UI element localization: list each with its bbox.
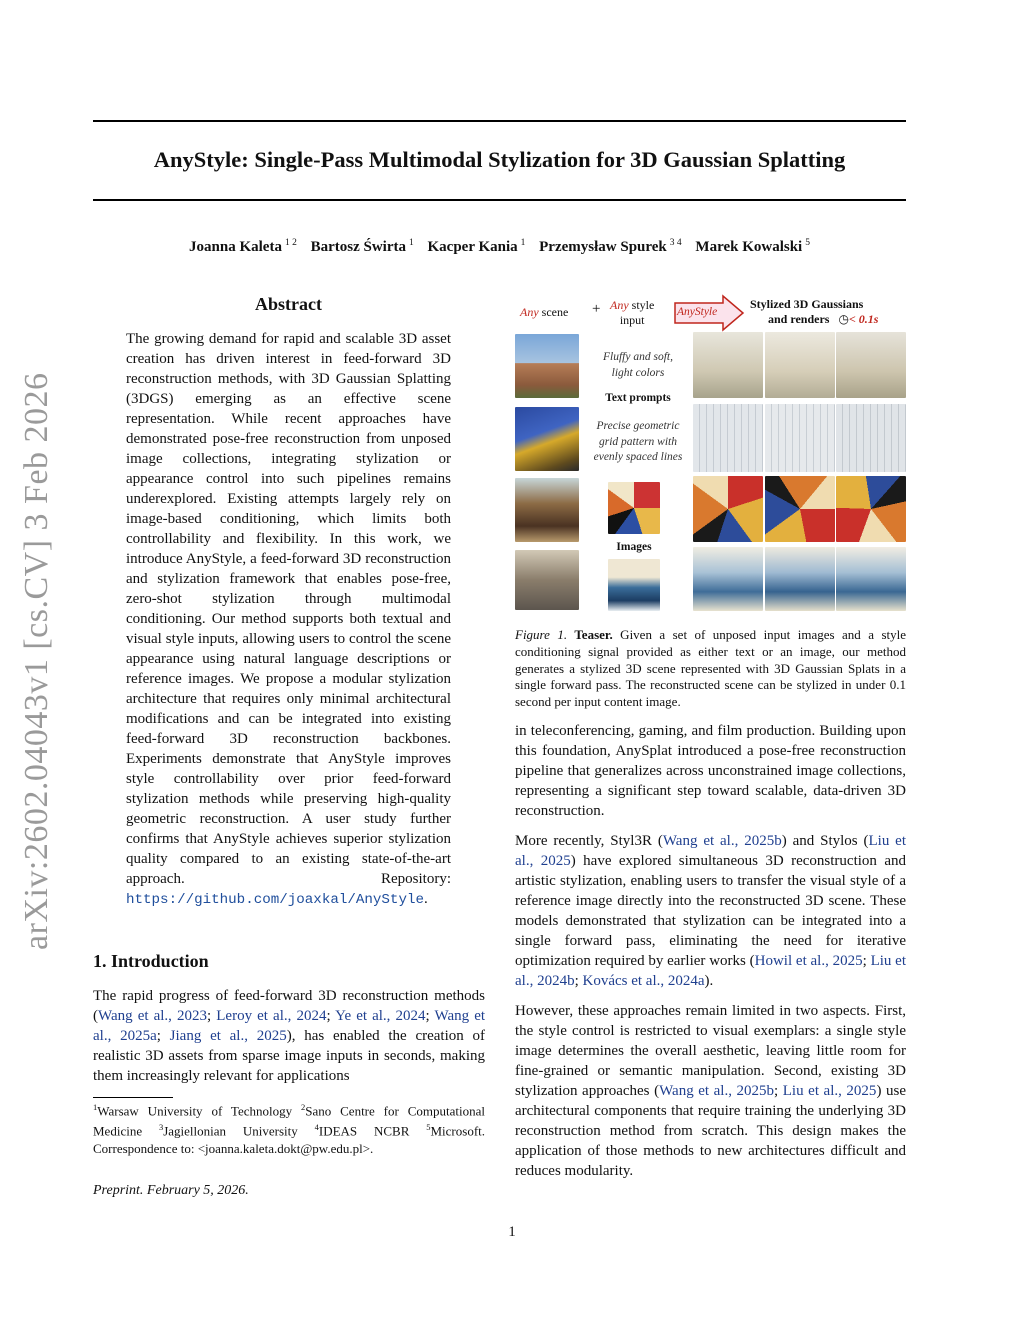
arrow-anystyle-label: AnyStyle [677,306,718,318]
content-image-dome-interior [515,478,579,542]
citation-link[interactable]: Howil et al., 2025 [754,953,863,969]
text-prompts-label: Text prompts [605,392,671,404]
footnote-rule [93,1097,173,1098]
author: Joanna Kaleta $^{1 2}$ [189,238,297,255]
affiliations-footnote: $^1$Warsaw University of Technology $^2$Sano Centre for Computational Medicine $^3$Jagiellonian University $^4$IDEAS NCBR $^5$Microsoft. Correspondence to: <joanna.kaleta.dokt@pw.edu.pl>. [93,1102,486,1156]
author: Bartosz Świrta $^1$ [310,238,414,255]
render-abstract-3 [836,476,906,542]
paragraph: in teleconferencing, gaming, and film production. Building upon this foundation, AnySplat introduced a pose-free reconstruction pipeline that generalizes across unconstrained image collections, representing a significant step toward scalable, data-driven 3D reconstruction. [515,723,906,819]
introduction-body: The rapid progress of feed-forward 3D reconstruction methods (Wang et al., 2023; Leroy et al., 2024; Ye et al., 2024; Wang et al., 2025a; Jiang et al., 2025), has enabled the creation of realistic 3D assets from sparse image inputs in seconds, making them increasingly relevant for applications [93,988,486,1084]
citation-link[interactable]: Liu et al., 2024b [515,953,907,989]
any-style-input-label: Any style input [610,298,655,327]
author: Kacper Kania $^1$ [427,238,526,255]
introduction-continued [515,721,906,1191]
clock-icon: ◷ [838,312,849,326]
plus-sign: + [592,301,601,317]
render-fluffy-1 [693,332,763,398]
stylized-output-label: Stylized 3D Gaussians and renders ◷< 0.1s [750,297,879,326]
title-rule-top [93,120,906,122]
render-wave-3 [836,547,906,611]
citation-link[interactable]: Wang et al., 2025a [93,1008,486,1044]
author: Marek Kowalski $^5$ [695,238,810,255]
render-fluffy-2 [765,332,835,398]
render-wave-1 [693,547,763,611]
citation-link[interactable]: Ye et al., 2024 [335,1008,426,1024]
style-image-abstract [608,482,660,534]
content-image-excavator [515,407,579,471]
text-prompt-fluffy: Fluffy and soft, light colors [603,351,673,379]
citation-link[interactable]: Kovács et al., 2024a [582,973,705,989]
render-wave-2 [765,547,835,611]
paragraph: However, these approaches remain limited in two aspects. First, the style control is restricted to visual exemplars: a single style image determines the overall aesthetic, leaving little room for fine-grained or semantic manipulation. Second, existing 3D stylization approaches (Wang et al., 2025b; Liu et al., 2025) use architectural components that require training the underlying 3D reconstruction method from scratch. This design makes the application of those methods to new architectures difficult and reduces modularity. [515,1003,906,1179]
render-abstract-1 [693,476,763,542]
content-image-palace [515,334,579,398]
render-abstract-2 [765,476,835,542]
text-prompt-grid: Precise geometric grid pattern with evenly spaced lines [593,420,683,463]
abstract-body: The growing demand for rapid and scalable 3D asset creation has driven interest in feed-forward 3D reconstruction methods, with 3D Gaussian Splatting (3DGS) emerging as an effective scene representation. While recent approaches have demonstrated pose-free reconstruction from unposed image collections, integrating stylization or appearance control into such pipelines remains underexplored. Existing attempts largely rely on image-based conditioning, which limits both controllability and flexibility. In this work, we introduce AnyStyle, a feed-forward 3D reconstruction and stylization framework that enables pose-free, zero-shot stylization through multimodal conditioning. Our method supports both textual and visual style inputs, allowing users to control the scene appearance using natural language descriptions or reference images. We propose a modular stylization architecture that requires only minimal architectural modifications and can be integrated into existing feed-forward 3D reconstruction backbones. Experiments demonstrate that AnyStyle improves style controllability over prior feed-forward stylization methods while preserving high-quality geometric reconstruction. A user study further confirms that AnyStyle achieves superior stylization quality compared to an existing state-of-the-art approach. Repository: https://github.com/joaxkal/AnyStyle. [126,331,451,908]
paper-title: AnyStyle: Single-Pass Multimodal Stylization for 3D Gaussian Splatting [153,147,846,172]
render-grid-1 [693,404,763,472]
preprint-note: Preprint. February 5, 2026. [93,1183,249,1198]
citation-link[interactable]: Leroy et al., 2024 [216,1008,327,1024]
page-number: 1 [508,1224,516,1240]
paragraph: More recently, Styl3R (Wang et al., 2025b) and Stylos (Liu et al., 2025) have explored simultaneous 3D reconstruction and artistic stylization, enabling users to transfer the visual style of a reference image directly into the reconstructed 3D scene. These models demonstrated that stylization can be integrated into a single forward pass, eliminating the need for iterative optimization required by earlier works (Howil et al., 2025; Liu et al., 2024b; Kovács et al., 2024a). [515,833,907,989]
arxiv-sidebar-id: arXiv:2602.04043v1 [cs.CV] 3 Feb 2026 [18,372,55,950]
render-fluffy-3 [836,332,906,398]
title-rule-bottom [93,199,906,201]
figure-caption: Figure 1. Teaser. Given a set of unposed input images and a style conditioning signal provided as either text or an image, our method generates a stylized 3D scene represented with 3D Gaussian Splats in a single forward pass. The reconstructed scene can be stylized in under 0.1 second per input content image. [515,627,907,710]
author: Przemysław Spurek $^{3 4}$ [539,238,682,255]
render-grid-2 [765,404,835,472]
any-scene-label: Any scene [520,305,569,319]
citation-link[interactable]: Wang et al., 2025b [662,833,782,849]
introduction-heading: 1. Introduction [93,951,209,971]
render-grid-3 [836,404,906,472]
citation-link[interactable]: Liu et al., 2025 [515,833,907,869]
style-image-great-wave [608,559,660,611]
citation-link[interactable]: Jiang et al., 2025 [169,1028,287,1044]
repository-link[interactable]: https://github.com/joaxkal/AnyStyle [126,892,424,908]
citation-link[interactable]: Liu et al., 2025 [782,1083,877,1099]
abstract-heading: Abstract [255,294,322,314]
author-list [93,238,906,256]
teaser-figure [513,292,908,618]
content-image-hall [515,550,579,610]
citation-link[interactable]: Wang et al., 2023 [98,1008,207,1024]
citation-link[interactable]: Wang et al., 2025b [659,1083,775,1099]
images-label: Images [616,541,652,553]
